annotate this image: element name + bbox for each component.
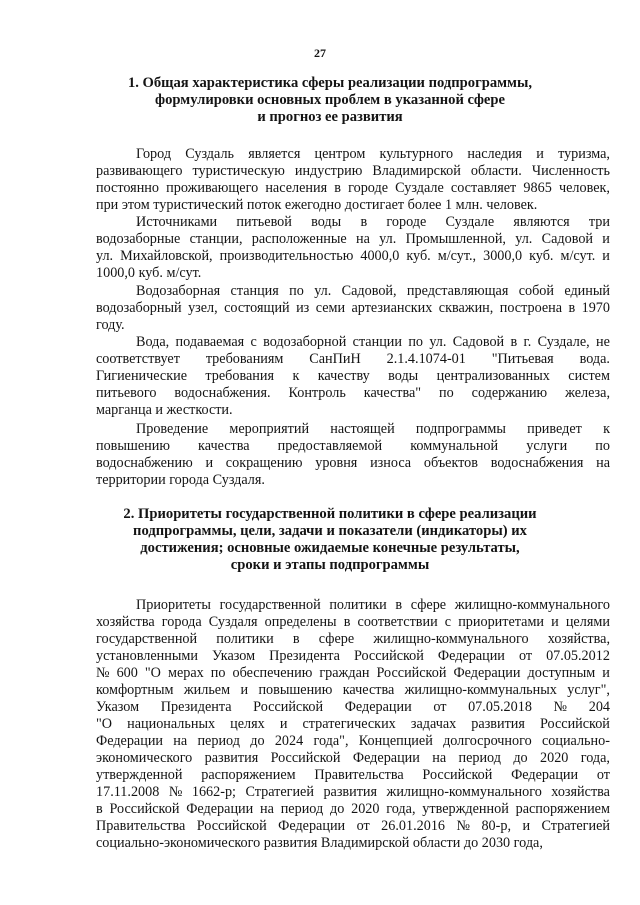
word: качества" xyxy=(363,385,422,401)
word: доступным xyxy=(527,665,596,681)
word: проживающего xyxy=(166,180,259,196)
word: на xyxy=(432,750,447,766)
word: подаваемая xyxy=(175,334,245,350)
word: СанПиН xyxy=(309,351,361,367)
word: повышению xyxy=(96,438,170,454)
word: 26.01.2016 xyxy=(381,818,445,834)
word: ул. xyxy=(515,231,533,247)
word: жилищно-коммунального xyxy=(373,631,529,647)
word: производительностью xyxy=(219,248,354,264)
word: № xyxy=(96,665,110,681)
word: Стратегией xyxy=(541,818,610,834)
word: Российской xyxy=(109,801,180,817)
word: постоянно xyxy=(96,180,159,196)
heading-line: достижения; основные ожидаемые конечные результаты, xyxy=(140,540,520,556)
word: Российской xyxy=(253,699,324,715)
word: единый xyxy=(564,283,610,299)
word: 80-р, xyxy=(481,818,512,834)
text-line xyxy=(96,180,610,197)
text-line: году. xyxy=(96,317,125,333)
word: Садовой xyxy=(452,334,505,350)
text-line xyxy=(96,597,610,614)
word: граждан xyxy=(319,665,370,681)
word: задачах xyxy=(410,716,457,732)
word: № xyxy=(456,818,470,834)
word: и xyxy=(602,231,610,247)
word: от xyxy=(596,767,610,783)
text-line xyxy=(96,648,610,665)
word: ул. xyxy=(96,248,114,264)
word: качества xyxy=(342,682,395,698)
word: национальных xyxy=(127,716,216,732)
word: года, xyxy=(386,801,416,817)
word: Федерации xyxy=(511,767,579,783)
word: 9865 xyxy=(523,180,552,196)
word: развития xyxy=(323,784,378,800)
word: хозяйства xyxy=(96,614,155,630)
word: Концепцией xyxy=(358,733,433,749)
word: Промышленной, xyxy=(405,231,506,247)
word: обеспечению xyxy=(232,665,313,681)
word: Российской xyxy=(353,648,424,664)
word: станции, xyxy=(189,231,243,247)
word: области. xyxy=(470,163,522,179)
word: жилищно-коммунальных xyxy=(404,682,557,698)
word: водозаборной xyxy=(263,334,347,350)
word: станция xyxy=(230,283,279,299)
word: сфере xyxy=(318,631,355,647)
word: Проведение xyxy=(136,421,209,437)
text-line xyxy=(96,300,610,317)
paragraph xyxy=(96,421,610,489)
word: водоснабжения. xyxy=(174,385,271,401)
text-line xyxy=(96,146,610,163)
word: 2020 xyxy=(540,750,569,766)
word: Российской xyxy=(376,665,447,681)
word: в xyxy=(568,300,576,316)
word: в xyxy=(292,631,300,647)
word: Садовой xyxy=(541,231,594,247)
word: 07.05.2018 xyxy=(468,699,532,715)
word: и xyxy=(522,818,531,834)
word: ул. xyxy=(379,231,397,247)
text-line xyxy=(96,682,610,699)
word: на xyxy=(596,455,610,471)
word: Президента xyxy=(269,648,340,664)
word: куб. xyxy=(529,248,554,264)
word: определены xyxy=(264,614,337,630)
word: по xyxy=(408,334,423,350)
word: распоряжением xyxy=(515,801,610,817)
word: воды xyxy=(311,214,342,230)
word: Президента xyxy=(160,699,232,715)
word: на xyxy=(173,733,188,749)
word: м/сут., xyxy=(437,248,477,264)
word: приведет xyxy=(527,421,582,437)
word: 17.11.2008 xyxy=(96,784,160,800)
text-line xyxy=(96,784,610,801)
word: Российской xyxy=(196,818,267,834)
word: куб. xyxy=(406,248,431,264)
word: Источниками xyxy=(136,214,218,230)
paragraph xyxy=(96,334,610,419)
word: период xyxy=(197,733,240,749)
word: 07.05.2012 xyxy=(546,648,610,664)
word: Суздаля xyxy=(208,614,258,630)
word: качеству xyxy=(317,368,370,384)
word: мероприятий xyxy=(229,421,310,437)
word: Стратегией xyxy=(245,784,314,800)
word: государственной xyxy=(219,597,321,613)
heading-line: подпрограммы, цели, задачи и показатели (индикаторы) их xyxy=(133,523,527,539)
word: человек, xyxy=(558,180,610,196)
word: Садовой, xyxy=(341,283,397,299)
word: целями xyxy=(565,614,610,630)
word: по xyxy=(210,665,226,681)
word: городе xyxy=(386,214,427,230)
text-line xyxy=(96,614,610,631)
word: объектов xyxy=(423,455,478,471)
word: услуг", xyxy=(567,682,610,698)
word: жильем xyxy=(183,682,231,698)
word: и xyxy=(240,682,249,698)
text-line xyxy=(96,665,610,682)
word: Федерации xyxy=(437,648,505,664)
heading-line: сроки и этапы подпрограммы xyxy=(230,557,430,573)
word: водозаборные xyxy=(96,231,181,247)
word: в xyxy=(510,334,518,350)
word: развития xyxy=(471,716,525,732)
word: стратегических xyxy=(302,716,396,732)
word: туризма, xyxy=(558,146,610,162)
word: уровня xyxy=(315,455,358,471)
word: 1970 xyxy=(581,300,610,316)
text-line xyxy=(96,283,610,300)
word: скважин, xyxy=(438,300,494,316)
word: сокращению xyxy=(225,455,303,471)
word: экономического xyxy=(96,750,193,766)
word: период xyxy=(458,750,501,766)
text-line xyxy=(96,421,610,438)
word: до xyxy=(513,750,528,766)
word: по xyxy=(595,438,610,454)
text-line xyxy=(96,455,610,472)
text-line: марганца и жесткости. xyxy=(96,402,233,418)
word: содержанию xyxy=(471,385,548,401)
section2-heading xyxy=(80,506,580,574)
word: Федерации xyxy=(96,733,164,749)
word: 3000,0 xyxy=(483,248,523,264)
text-line xyxy=(96,385,610,402)
word: является xyxy=(248,146,301,162)
text-line xyxy=(96,750,610,767)
word: три xyxy=(588,214,610,230)
text-line: при этом туристический поток ежегодно достигает более 1 млн. человек. xyxy=(96,197,538,213)
word: соответствует xyxy=(96,351,180,367)
word: наследия xyxy=(467,146,523,162)
word: по xyxy=(439,385,454,401)
word: Город xyxy=(136,146,172,162)
text-line xyxy=(96,699,610,716)
word: в xyxy=(360,214,368,230)
word: Российской xyxy=(270,750,341,766)
word: требования xyxy=(205,368,275,384)
word: состоящий xyxy=(224,300,290,316)
word: 2.1.4.1074-01 xyxy=(386,351,466,367)
word: в xyxy=(334,180,341,196)
word: Суздале xyxy=(445,214,495,230)
word: с xyxy=(250,334,257,350)
word: культурного xyxy=(379,146,454,162)
word: индустрию xyxy=(294,163,363,179)
word: питьевого xyxy=(96,385,157,401)
word: 4000,0 xyxy=(360,248,400,264)
word: Федерации xyxy=(278,818,346,834)
word: политики xyxy=(329,597,387,613)
heading-line: 2. Приоритеты государственной политики в сфере реализации xyxy=(123,506,537,522)
word: Федерации xyxy=(453,665,521,681)
word: развивающего xyxy=(96,163,183,179)
word: государственной xyxy=(96,631,198,647)
text-line xyxy=(96,818,610,835)
word: сфере xyxy=(410,597,447,613)
word: городе xyxy=(348,180,388,196)
word: к xyxy=(603,421,610,437)
word: от xyxy=(356,818,370,834)
word: Контроль xyxy=(288,385,346,401)
word: Федерации xyxy=(186,801,254,817)
text-line xyxy=(96,334,610,351)
word: вода. xyxy=(579,351,610,367)
word: на xyxy=(260,801,274,817)
word: "О xyxy=(144,665,161,681)
word: артезианских xyxy=(351,300,433,316)
word: на xyxy=(356,231,370,247)
word: в xyxy=(96,801,103,817)
section1-heading xyxy=(80,75,580,126)
word: узел, xyxy=(188,300,218,316)
word: распоряжением xyxy=(201,767,296,783)
word: станции xyxy=(352,334,402,350)
word: Указом xyxy=(96,699,140,715)
word: представляющая xyxy=(406,283,509,299)
text-line xyxy=(96,214,610,231)
word: и xyxy=(602,248,610,264)
heading-line: формулировки основных проблем в указанной сфере xyxy=(154,92,505,108)
word: политики xyxy=(216,631,274,647)
word: хозяйства, xyxy=(547,631,610,647)
word: от xyxy=(433,699,447,715)
word: Федерации xyxy=(352,750,420,766)
word: Указом xyxy=(211,648,256,664)
word: утвержденной xyxy=(422,801,509,817)
word: в xyxy=(395,597,403,613)
word: установленными xyxy=(96,648,198,664)
word: Приоритеты xyxy=(136,597,211,613)
word: туристическую xyxy=(192,163,285,179)
word: настоящей xyxy=(330,421,395,437)
text-line xyxy=(96,631,610,648)
word: составляет xyxy=(450,180,517,196)
text-line xyxy=(96,368,610,385)
word: соответствии xyxy=(357,614,438,630)
text-line xyxy=(96,351,610,368)
word: Водозаборная xyxy=(136,283,221,299)
word: семи xyxy=(315,300,346,316)
word: 600 xyxy=(116,665,138,681)
word: из xyxy=(296,300,310,316)
word: мерах xyxy=(167,665,204,681)
word: 204 xyxy=(588,699,610,715)
word: м/сут. xyxy=(560,248,596,264)
text-line xyxy=(96,231,610,248)
word: собой xyxy=(518,283,554,299)
word: Суздале, xyxy=(537,334,590,350)
word: долгосрочного xyxy=(443,733,532,749)
word: 1662-р; xyxy=(191,784,236,800)
paragraph xyxy=(96,146,610,214)
word: утвержденной xyxy=(96,767,183,783)
word: водоснабжения xyxy=(490,455,584,471)
word: износа xyxy=(370,455,412,471)
word: Михайловской, xyxy=(120,248,213,264)
heading-line: 1. Общая характеристика сферы реализации подпрограммы, xyxy=(127,75,533,91)
text-line xyxy=(96,801,610,818)
page-number: 27 xyxy=(314,46,326,60)
word: по xyxy=(289,283,304,299)
word: и xyxy=(279,716,288,732)
word: жилищно-коммунального xyxy=(386,784,542,800)
word: до xyxy=(250,733,265,749)
word: и xyxy=(551,614,559,630)
word: года", xyxy=(313,733,349,749)
word: к xyxy=(292,368,300,384)
word: "Питьевая xyxy=(491,351,554,367)
word: целях xyxy=(230,716,265,732)
word: центром xyxy=(314,146,366,162)
word: до xyxy=(330,801,345,817)
word: подпрограммы xyxy=(415,421,506,437)
word: ул. xyxy=(314,283,332,299)
word: 2020 xyxy=(351,801,380,817)
word: населения xyxy=(265,180,328,196)
word: расположенные xyxy=(251,231,347,247)
word: не xyxy=(596,334,610,350)
text-line xyxy=(96,716,610,733)
word: Вода, xyxy=(136,334,170,350)
text-line xyxy=(96,438,610,455)
word: развития xyxy=(204,750,259,766)
word: Правительства xyxy=(96,818,186,834)
word: 2024 xyxy=(274,733,304,749)
word: Правительства xyxy=(314,767,404,783)
text-line: социально-экономического развития Владимирской области до 2030 года, xyxy=(96,835,543,851)
word: железа, xyxy=(565,385,610,401)
word: № xyxy=(168,784,183,800)
word: Российской xyxy=(539,716,610,732)
word: Численность xyxy=(531,163,610,179)
word: жилищно-коммунального xyxy=(454,597,610,613)
word: Владимирской xyxy=(372,163,461,179)
word: г. xyxy=(523,334,532,350)
word: социально- xyxy=(541,733,610,749)
word: услуги xyxy=(526,438,568,454)
word: от xyxy=(518,648,533,664)
word: Российской xyxy=(422,767,493,783)
word: систем xyxy=(568,368,610,384)
heading-line: и прогноз ее развития xyxy=(257,109,403,125)
word: Суздале xyxy=(395,180,444,196)
word: водоснабжению xyxy=(96,455,193,471)
word: питьевой xyxy=(236,214,292,230)
text-line xyxy=(96,163,610,180)
paragraph xyxy=(96,283,610,334)
word: и xyxy=(536,146,544,162)
word: года, xyxy=(580,750,610,766)
word: ул. xyxy=(429,334,447,350)
word: качества xyxy=(198,438,250,454)
word: повышению xyxy=(258,682,333,698)
word: "О xyxy=(96,716,113,732)
paragraph xyxy=(96,597,610,852)
word: предоставляемой xyxy=(277,438,383,454)
word: построена xyxy=(499,300,563,316)
text-line xyxy=(96,767,610,784)
word: воды xyxy=(388,368,419,384)
paragraph xyxy=(96,214,610,282)
word: комфортным xyxy=(96,682,174,698)
word: Суздаль xyxy=(185,146,234,162)
text-line: 1000,0 куб. м/сут. xyxy=(96,265,202,281)
word: централизованных xyxy=(436,368,550,384)
word: в xyxy=(343,614,351,630)
text-line xyxy=(96,248,610,265)
word: города xyxy=(161,614,202,630)
word: коммунальной xyxy=(410,438,499,454)
word: № xyxy=(553,699,568,715)
word: водозаборный xyxy=(96,300,182,316)
word: являются xyxy=(513,214,570,230)
word: Федерации xyxy=(344,699,412,715)
word: с xyxy=(444,614,452,630)
word: требованиям xyxy=(205,351,284,367)
text-line: территории города Суздаля. xyxy=(96,472,265,488)
word: и xyxy=(602,665,610,681)
text-line xyxy=(96,733,610,750)
word: Гигиенические xyxy=(96,368,188,384)
word: хозяйства xyxy=(551,784,610,800)
word: период xyxy=(280,801,324,817)
word: приоритетами xyxy=(458,614,545,630)
word: и xyxy=(205,455,214,471)
